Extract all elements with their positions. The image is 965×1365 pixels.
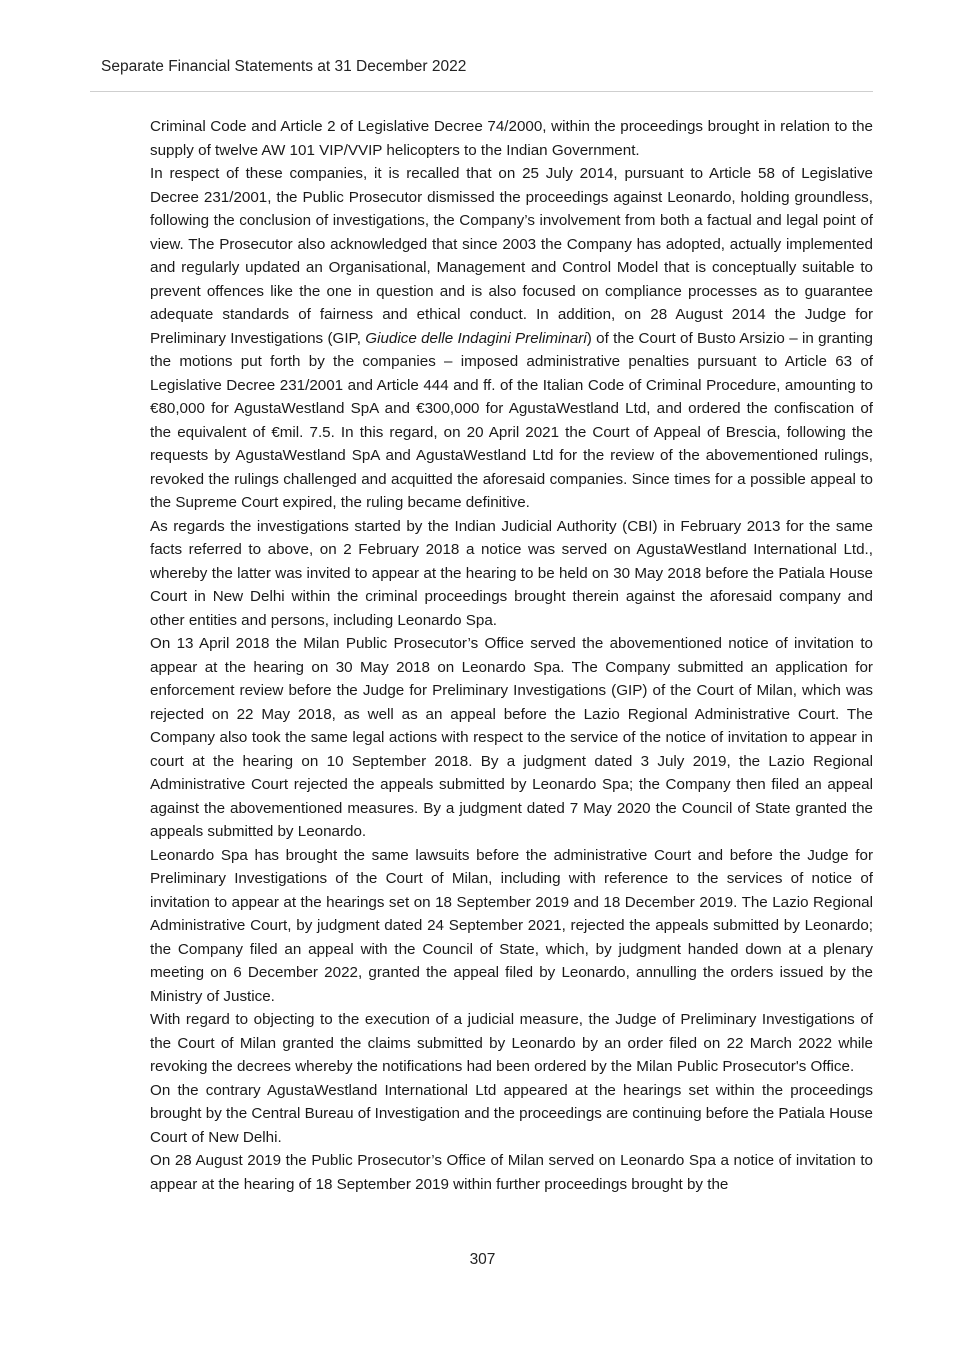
paragraph-2-part-1: In respect of these companies, it is recalled that on 25 July 2014, pursuant to Article 58 of Legislative Decree 231/2001, the Public Prosecutor dismissed the proceedings against Leonardo, holding groundless, following the conclusion of investigations, the Company’s involvement from both a factual and legal point of view. The Prosecutor also acknowledged that since 2003 the Company has adopted, actually implemented and regularly updated an Organisational, Management and Control Model that is conceptually suitable to prevent offences like the one in question and is also focused on compliance processes as to guarantee adequate standards of fairness and ethical conduct. In addition, on 28 August 2014 the Judge for Preliminary Investigations (GIP, (150, 165, 873, 347)
page-header-title: Separate Financial Statements at 31 December 2022 (101, 58, 467, 75)
paragraph-8: On 28 August 2019 the Public Prosecutor’s Office of Milan served on Leonardo Spa a notice of invitation to appear at the hearing of 18 September 2019 within further proceedings brought by the (150, 1152, 873, 1193)
paragraph-4: On 13 April 2018 the Milan Public Prosecutor’s Office served the abovementioned notice of invitation to appear at the hearing on 30 May 2018 on Leonardo Spa. The Company submitted an application for enforcement review before the Judge for Preliminary Investigations (GIP) of the Court of Milan, which was rejected on 22 May 2018, as well as an appeal before the Lazio Regional Administrative Court. The Company also took the same legal actions with respect to the service of the notice of invitation to appear in court at the hearing on 10 September 2018. By a judgment dated 3 July 2019, the Lazio Regional Administrative Court rejected the appeals submitted by Leonardo Spa; the Company then filed an appeal against the abovementioned measures. By a judgment dated 7 May 2020 the Council of State granted the appeals submitted by Leonardo. (150, 635, 873, 840)
paragraph-5: Leonardo Spa has brought the same lawsuits before the administrative Court and before the Judge for Preliminary Investigations of the Court of Milan, including with reference to the services of notice of invitation to appear at the hearings set on 18 September 2019 and 18 December 2019. The Lazio Regional Administrative Court, by judgment dated 24 September 2021, rejected the appeals submitted by Leonardo; the Company filed an appeal with the Council of State, which, by judgment handed down at a plenary meeting on 6 December 2022, granted the appeal filed by Leonardo, annulling the orders issued by the Ministry of Justice. (150, 846, 873, 1005)
header-divider (90, 91, 873, 92)
page-number: 307 (469, 1251, 496, 1268)
paragraph-2 (150, 162, 873, 515)
paragraph-3: As regards the investigations started by the Indian Judicial Authority (CBI) in February 2013 for the same facts referred to above, on 2 February 2018 a notice was served on AgustaWestland International Ltd., whereby the latter was invited to appear at the hearing to be held on 30 May 2018 before the Patiala House Court in New Delhi within the criminal proceedings brought therein against the aforesaid company and other entities and persons, including Leonardo Spa. (150, 517, 873, 629)
document-body (150, 115, 873, 1196)
paragraph-7: On the contrary AgustaWestland International Ltd appeared at the hearings set within the proceedings brought by the Central Bureau of Investigation and the proceedings are continuing before the Patiala House Court of New Delhi. (150, 1081, 873, 1146)
paragraph-1: Criminal Code and Article 2 of Legislative Decree 74/2000, within the proceedings brought in relation to the supply of twelve AW 101 VIP/VVIP helicopters to the Indian Government. (150, 118, 873, 159)
paragraph-2-italic-term: Giudice delle Indagini Preliminari (365, 329, 587, 347)
paragraph-2-part-2: ) of the Court of Busto Arsizio – in granting the motions put forth by the companies – imposed administrative penalties pursuant to Article 63 of Legislative Decree 231/2001 and Article 444 and ff. of the Italian Code of Criminal Procedure, amounting to €80,000 for AgustaWestland SpA and €300,000 for AgustaWestland Ltd, and ordered the confiscation of the equivalent of €mil. 7.5. In this regard, on 20 April 2021 the Court of Appeal of Brescia, following the requests by AgustaWestland SpA and AgustaWestland Ltd for the review of the abovementioned rulings, revoked the rulings challenged and acquitted the aforesaid companies. Since times for a possible appeal to the Supreme Court expired, the ruling became definitive. (150, 329, 873, 511)
paragraph-6: With regard to objecting to the execution of a judicial measure, the Judge of Preliminary Investigations of the Court of Milan granted the claims submitted by Leonardo by an order filed on 22 March 2022 while revoking the decrees whereby the notifications had been ordered by the Milan Public Prosecutor's Office. (150, 1011, 873, 1075)
